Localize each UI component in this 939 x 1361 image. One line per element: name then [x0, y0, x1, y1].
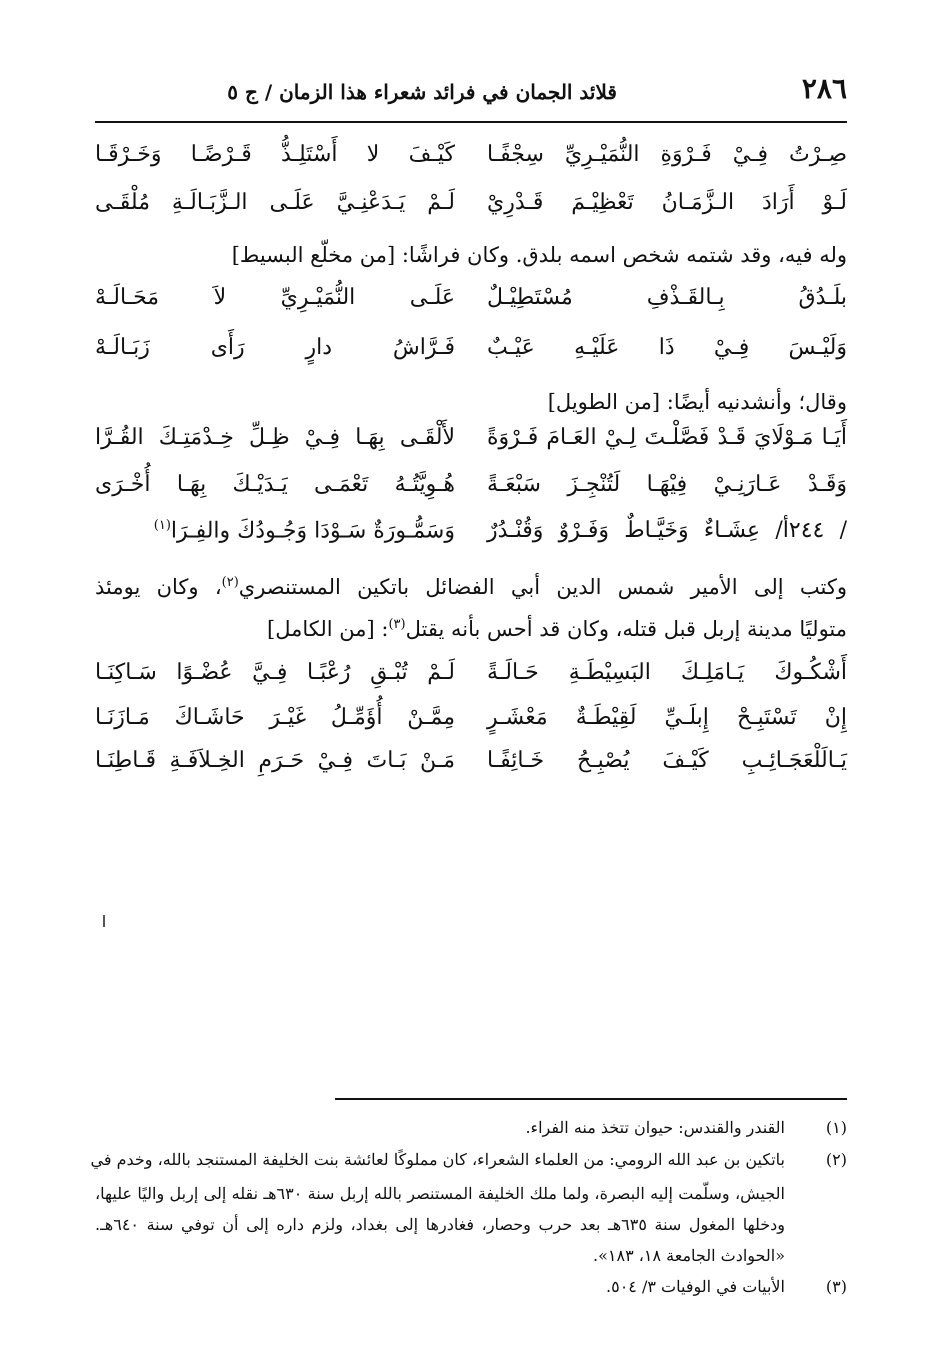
footnote-rule — [335, 1098, 847, 1100]
footnote-ref: (٢) — [221, 575, 239, 590]
verse-second-hemistich: مَـنْ بَـاتَ فِـيْ حَـرَمِ الخِـلاَفَـةِ قَـاطِنَـا — [95, 748, 455, 773]
footnote-number: (٣) — [825, 1277, 847, 1296]
verse-second-hemistich: لَـمْ يَـدَعْنِـيَّ عَلَـى الـزَّبَـالَـةِ مُلْقَـى — [95, 190, 455, 215]
verse-first-hemistich: صِـرْتُ فِـيْ فَـرْوَةِ النُّمَيْـرِيِّ سِجْفًـا — [487, 142, 847, 167]
verse-second-hemistich: عَلَـى النُّمَيْـرِيِّ لاَ مَحَـالَـهْ — [95, 285, 455, 310]
verse-first-hemistich: / ٢٤٤أ/ عِشَـاءٌ وَخَيَّـاطٌ وَفَـرْوٌ وَقُنْـدُرٌ — [487, 518, 847, 543]
verse-first-hemistich: لَـوْ أَرَادَ الـزَّمَـانُ تَعْظِيْـمَ قَـدْرِيْ — [487, 190, 847, 215]
footnote-number: (٢) — [825, 1150, 847, 1169]
footnote-text: «الحوادث الجامعة ١٨، ١٨٣». — [593, 1246, 785, 1265]
scan-mark — [103, 915, 105, 927]
verse-second-hemistich: كَيْـفَ لا أَسْتَلِـذُّ قَـرْضًـا وَخَـرْقَـا — [95, 142, 455, 167]
prose-paragraph-line: وكتب إلى الأمير شمس الدين أبي الفضائل باتكين المستنصري$^{(٢)}$، وكان يومئذ — [95, 575, 848, 599]
footnote-text: القندر والقندس: حيوان تتخذ منه الفراء. — [525, 1118, 785, 1137]
verse-first-hemistich: وَقَـدْ عَـارَنِـيْ فِيْهَـا لَتُنْجِـزَ سَبْعَـةً — [487, 472, 847, 497]
verse-first-hemistich: أَشْكُـوكَ يَـامَلِـكَ البَسِيْطَـةِ حَـالَـةً — [487, 660, 847, 685]
verse-first-hemistich: أَيَـا مَـوْلَايَ قَـدْ فَصَّلْـتَ لِـيْ العَـامَ فَـرْوَةً — [487, 425, 847, 450]
page-number: ٢٨٦ — [801, 72, 847, 105]
verse-first-hemistich: وَلَيْـسَ فِـيْ ذَا عَلَيْـهِ عَيْـبٌ — [487, 335, 847, 360]
verse-first-hemistich: بلَـدُقُ بِـالقَـذْفِ مُسْتَطِيْـلٌ — [487, 285, 847, 310]
verse-second-hemistich: لَـمْ تُبْـقِ رُعْبًـا فِـيَّ عُضْـوًا سَـاكِنَـا — [95, 660, 455, 685]
footnote-text: باتكين بن عبد الله الرومي: من العلماء الشعراء، كان مملوكًا لعائشة بنت الخليفة المستنجد بالله، وخدم في — [90, 1150, 785, 1169]
verse-second-hemistich: لأَلْقَـى بِهَـا فِـيْ ظِـلِّ خِـدْمَتِـكَ القُـرَّا — [95, 425, 455, 450]
footnote-text: ودخلها المغول سنة ٦٣٥هـ بعد حرب وحصار، فغادرها إلى بغداد، ولزم داره إلى أن توفي سنة ٦٤٠هـ. — [95, 1215, 785, 1234]
footnote-text: الأبيات في الوفيات ٣/ ٥٠٤. — [606, 1277, 785, 1296]
running-title: قلائد الجمان في فرائد شعراء هذا الزمان / ج ٥ — [227, 80, 617, 104]
prose-intro: وقال؛ وأنشدنيه أيضًا: [من الطويل] — [547, 390, 847, 414]
verse-second-hemistich: وَسَمُّـورَةٌ سَـوْدَا وَجُـودُكَ والفِـرَا$^{(١)}$ — [153, 518, 455, 544]
prose-intro: وله فيه، وقد شتمه شخص اسمه بلدق. وكان فراشًا: [من مخلّع البسيط] — [231, 243, 847, 267]
footnote-ref: (٣) — [388, 617, 406, 632]
verse-second-hemistich: فَـرَّاشُ دارٍ رَأَى زَبَـالَـهْ — [95, 335, 455, 360]
footnote-text: الجيش، وسلّمت إليه البصرة، ولما ملك الخليفة المستنصر بالله إربل سنة ٦٣٠هـ نقله إلى إربل واليًا عليها، — [95, 1184, 786, 1203]
verse-second-hemistich: هُـوِيَّتُـهُ تَعْمَـى يَـدَيْـكَ بِهَـا أُخْـرَى — [95, 472, 455, 497]
footnote-ref: (١) — [153, 518, 171, 533]
verse-first-hemistich: إِنْ تَسْتَبِـحْ إِبلَـيِّ لَقِيْطَـةٌ مَعْشَـرٍ — [487, 705, 847, 730]
verse-first-hemistich: يَـالَلْعَجَـائِـبِ كَيْـفَ يُصْبِـحُ خَـائِفًـا — [487, 748, 847, 773]
page-header — [95, 72, 847, 112]
footnote-number: (١) — [825, 1118, 847, 1137]
verse-second-hemistich: مِمَّـنْ أُؤَمِّـلُ غَيْـرَ حَاشَـاكَ مَـازَنَـا — [95, 705, 455, 730]
prose-paragraph-line: متوليًا مدينة إربل قبل قتله، وكان قد أحس بأنه يقتل$^{(٣)}$: [من الكامل] — [267, 617, 847, 641]
header-rule — [95, 121, 847, 123]
